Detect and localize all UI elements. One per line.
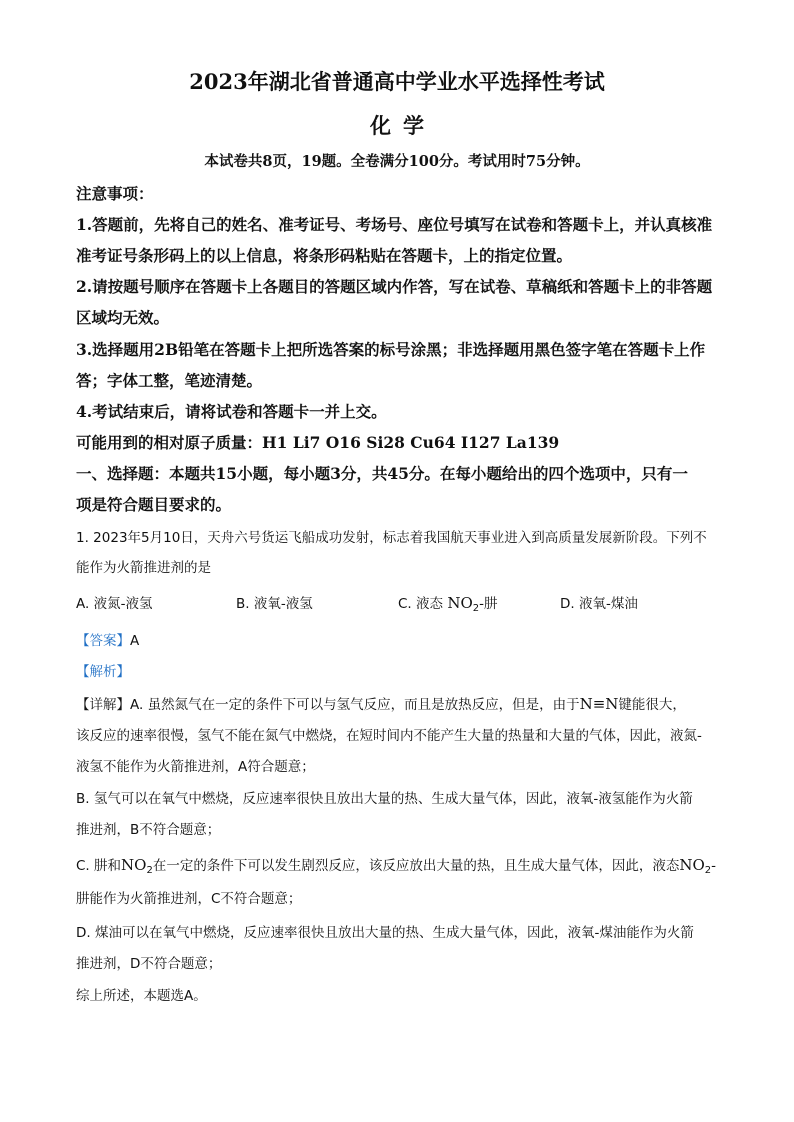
detail-c-line-1 [76,854,716,876]
option-d: D. 液氧-煤油 [560,596,638,612]
triple-bond-formula: N≡N [579,695,619,713]
note-2-line-1: 2.请按题号顺序在答题卡上各题目的答题区域内作答，写在试卷、草稿纸和答题卡上的非答题 [76,277,713,296]
exam-info: 本试卷共8页，19题。全卷满分100分。考试用时75分钟。 [204,153,590,170]
atomic-mass-line: 可能用到的相对原子质量：H1 Li7 O16 Si28 Cu64 I127 La139 [76,433,560,452]
answer-label: 【答案】 [76,633,130,649]
option-c-suffix: -肼 [479,596,498,612]
detail-c-text-3: - [711,858,717,874]
note-2-line-2: 区域均无效。 [76,308,170,327]
detail-d-line-2: 推进剂，D不符合题意； [76,956,222,972]
detail-label: 【详解】 [76,697,130,713]
detail-a-text-end: 键能很大， [618,697,686,713]
analysis-label: 【解析】 [76,664,130,680]
option-c-label: C. 液态 [398,596,444,612]
question-1-stem-line-2: 能作为火箭推进剂的是 [76,560,211,576]
no2-formula: NO [447,594,473,612]
option-a: A. 液氮-液氢 [76,596,153,612]
no2-subscript-c1: 2 [146,865,153,876]
note-3-line-1: 3.选择题用2B铅笔在答题卡上把所选答案的标号涂黑；非选择题用黑色签字笔在答题卡上作 [76,340,706,359]
detail-b-line-1: B. 氢气可以在氧气中燃烧，反应速率很快且放出大量的热、生成大量气体，因此，液氧-液氢能作为火箭 [76,791,693,807]
detail-summary: 综上所述，本题选A。 [76,988,207,1004]
note-1-line-2: 准考证号条形码上的以上信息，将条形码粘贴在答题卡，上的指定位置。 [76,246,573,265]
answer-value: A [130,633,140,649]
note-3-line-2: 答；字体工整，笔迹清楚。 [76,371,263,390]
option-b: B. 液氧-液氢 [236,596,313,612]
detail-a-line-1 [76,693,686,713]
no2-subscript-c2: 2 [704,865,712,876]
detail-b-line-2: 推进剂，B不符合题意； [76,822,221,838]
note-1-line-1: 1.答题前，先将自己的姓名、准考证号、考场号、座位号填写在试卷和答题卡上，并认真核准 [76,215,713,234]
section-1-heading-line-2: 项是符合题目要求的。 [76,495,232,514]
detail-a-text: A. 虽然氮气在一定的条件下可以与氢气反应，而且是放热反应，但是，由于 [130,697,580,713]
detail-d-line-1: D. 煤油可以在氧气中燃烧，反应速率很快且放出大量的热、生成大量气体，因此，液氧-煤油能作为火箭 [76,925,694,941]
section-1-heading-line-1: 一、选择题：本题共15小题，每小题3分，共45分。在每小题给出的四个选项中，只有一 [76,464,688,483]
notes-heading: 注意事项： [76,184,154,203]
no2-formula-c1: NO [121,856,147,874]
detail-a-line-3: 液氢不能作为火箭推进剂，A符合题意； [76,759,315,775]
question-1-stem-line-1: 1. 2023年5月10日，天舟六号货运飞船成功发射，标志着我国航天事业进入到高质量发展新阶段。下列不 [76,530,707,546]
no2-subscript: 2 [472,603,480,614]
option-c [398,592,498,614]
detail-c-text-2: 在一定的条件下可以发生剧烈反应，该反应放出大量的热，且生成大量气体，因此，液态 [152,858,680,874]
detail-a-line-2: 该反应的速率很慢，氢气不能在氮气中燃烧，在短时间内不能产生大量的热量和大量的气体，因此，液氮- [76,728,702,744]
note-4: 4.考试结束后，请将试卷和答题卡一并上交。 [76,402,387,421]
subject-title: 化学 [370,113,436,138]
exam-title: 2023年湖北省普通高中学业水平选择性考试 [189,69,605,94]
detail-c-line-2: 肼能作为火箭推进剂，C不符合题意； [76,891,302,907]
answer-line [76,629,139,649]
detail-c-text-1: C. 肼和 [76,858,122,874]
no2-formula-c2: NO [679,856,705,874]
